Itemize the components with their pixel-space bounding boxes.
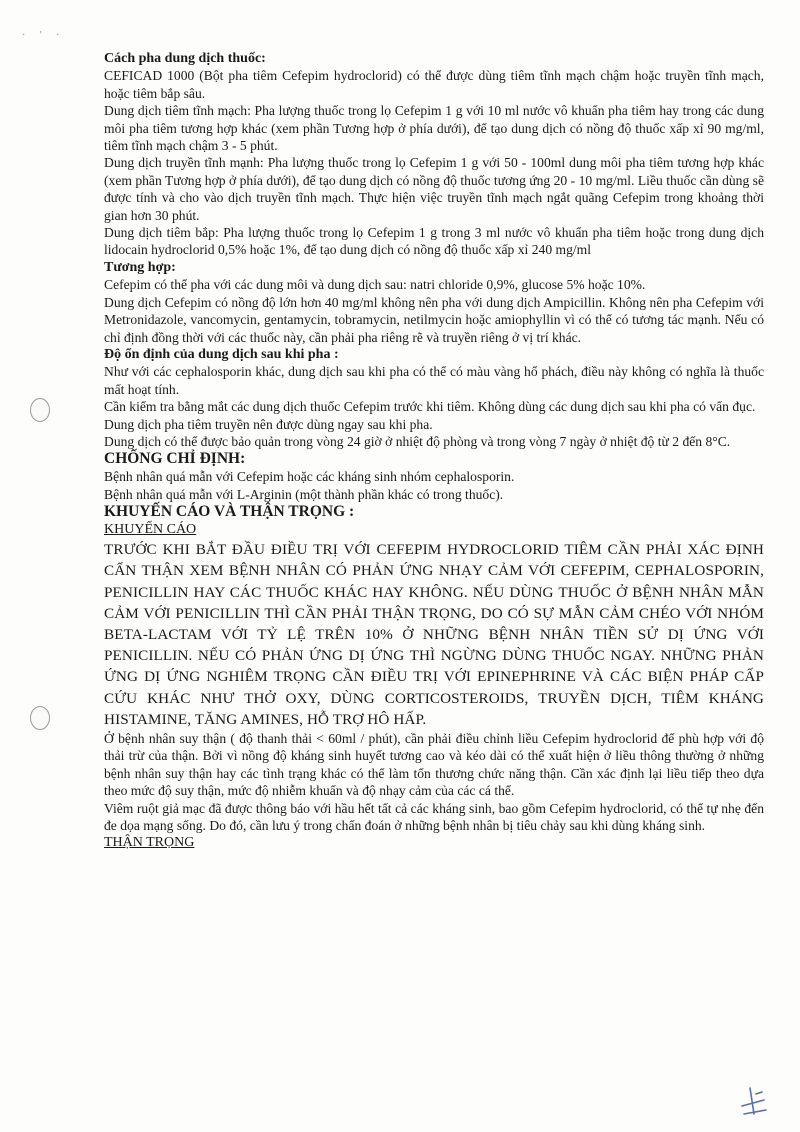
paragraph: Dung dịch truyền tĩnh mạnh: Pha lượng thuốc trong lọ Cefepim 1 g với 50 - 100ml dung môi pha tiêm tương hợp khác (xem phần Tương hợp ở phía dưới), để tạo dung dịch có nồng độ thuốc tương ứng 20 - 10 mg/ml. Liều thuốc cần dùng sẽ được tính và cho vào dịch truyền tĩnh mạch. Thực hiện việc truyền tĩnh mạch ngắt quãng Cefepim trong khoảng thời gian hơn 30 phút.: [104, 155, 764, 223]
scan-specks: · ' ·: [22, 30, 66, 41]
heading-stability: Độ ổn định của dung dịch sau khi pha :: [104, 346, 339, 362]
paragraph: Dung dịch có thể được bảo quản trong vòng 24 giờ ở nhiệt độ phòng và trong vòng 7 ngày ở nhiệt độ từ 2 đến 8°C.: [104, 433, 731, 449]
paragraph: Dung dịch pha tiêm truyền nên được dùng ngay sau khi pha.: [104, 416, 433, 432]
paragraph: Dung dịch tiêm bắp: Pha lượng thuốc trong lọ Cefepim 1 g trong 3 ml nước vô khuẩn pha tiêm hoặc trong dung dịch lidocain hydroclorid 0,5% hoặc 1%, để tạo dung dịch có nồng độ thuốc xấp xỉ 240 mg/ml: [104, 225, 764, 258]
signature-mark: [736, 1080, 770, 1120]
paragraph: Bệnh nhân quá mẫn với L-Arginin (một thành phần khác có trong thuốc).: [104, 486, 504, 502]
subheading-warnings: KHUYẾN CÁO: [104, 522, 197, 538]
paragraph: Viêm ruột giả mạc đã được thông báo với hầu hết tất cả các kháng sinh, bao gồm Cefepim hydroclorid, có thể tự nhẹ đến đe dọa mạng sống. Do đó, cần lưu ý trong chẩn đoán ở những bệnh nhân bị tiêu chảy sau khi dùng kháng sinh.: [104, 800, 764, 834]
heading-preparation: Cách pha dung dịch thuốc:: [104, 51, 266, 66]
paragraph: Bệnh nhân quá mẫn với Cefepim hoặc các kháng sinh nhóm cephalosporin.: [104, 469, 515, 485]
punch-hole-bottom: [30, 706, 50, 730]
paragraph: Dung dịch tiêm tĩnh mạch: Pha lượng thuốc trong lọ Cefepim 1 g với 10 ml nước vô khuẩn pha tiêm hay trong các dung môi pha tiêm tương hợp khác (xem phần Tương hợp ở phía dưới), để tạo dung dịch có nồng độ thuốc xấp xỉ 90 mg/ml, tiêm tĩnh mạch chậm 3 - 5 phút.: [104, 103, 764, 154]
document-page: [104, 50, 764, 852]
subheading-precautions: THẬN TRỌNG: [104, 835, 195, 851]
heading-compatibility: Tương hợp:: [104, 259, 176, 275]
paragraph: Dung dịch Cefepim có nồng độ lớn hơn 40 mg/ml không nên pha với dung dịch Ampicillin. Không nên pha Cefepim với Metronidazole, vancomycin, gentamycin, tobramycin, netilmycin hoặc amiophyllin vì có thể có tương tác mạnh. Nếu có chỉ định đồng thời với các thuốc này, cần phải pha riêng rẽ và truyền riêng ở vị trí khác.: [104, 294, 764, 345]
paragraph: CEFICAD 1000 (Bột pha tiêm Cefepim hydroclorid) có thể được dùng tiêm tĩnh mạch chậm hoặc truyền tĩnh mạch, hoặc tiêm bắp sâu.: [104, 68, 764, 101]
paragraph: Như với các cephalosporin khác, dung dịch sau khi pha có thể có màu vàng hổ phách, điều này không có nghĩa là thuốc mất hoạt tính.: [104, 364, 764, 397]
paragraph: Cần kiểm tra bằng mắt các dung dịch thuốc Cefepim trước khi tiêm. Không dùng các dung dịch sau khi pha có vẩn đục.: [104, 399, 756, 415]
warning-caps-paragraph: TRƯỚC KHI BẮT ĐẦU ĐIỀU TRỊ VỚI CEFEPIM HYDROCLORID TIÊM CẦN PHẢI XÁC ĐỊNH CẨN THẬN XEM BỆNH NHÂN CÓ PHẢN ỨNG NHẠY CẢM VỚI CEFEPIM, CEPHALOSPORIN, PENICILLIN HAY CÁC THUỐC KHÁC HAY KHÔNG. NẾU DÙNG THUỐC Ở BỆNH NHÂN MẪN CẢM VỚI PENICILLIN THÌ CẦN PHẢI THẬN TRỌNG, DO CÓ SỰ MẪN CẢM CHÉO VỚI NHÓM BETA-LACTAM VỚI TỶ LỆ TRÊN 10% Ở NHỮNG BỆNH NHÂN TIỀN SỬ DỊ ỨNG VỚI PENICILLIN. NẾU CÓ PHẢN ỨNG DỊ ỨNG THÌ NGỪNG DÙNG THUỐC NGAY. NHỮNG PHẢN ỨNG DỊ ỨNG NGHIÊM TRỌNG CẦN ĐIỀU TRỊ VỚI EPINEPHRINE VÀ CÁC BIỆN PHÁP CẤP CỨU KHÁC NHƯ THỞ OXY, DÙNG CORTICOSTEROIDS, TRUYỀN DỊCH, TIÊM KHÁNG HISTAMINE, TĂNG AMINES, HỖ TRỢ HÔ HẤP.: [104, 541, 764, 728]
paragraph: Ở bệnh nhân suy thận ( độ thanh thải < 60ml / phút), cần phải điều chỉnh liều Cefepim hydroclorid để phù hợp với độ thải trừ của thận. Bởi vì nồng độ kháng sinh huyết tương cao và kéo dài có thể xuất hiện ở liều thông thường ở những bệnh nhân suy thận hay các tình trạng khác có thể làm tổn thương chức năng thận. Cần xác định lại liều tiếp theo dựa theo mức độ suy thận, mức độ nhiễm khuẩn và độ nhạy cảm của các cá thể.: [104, 730, 764, 799]
heading-warnings-precautions: KHUYẾN CÁO VÀ THẬN TRỌNG :: [104, 503, 355, 521]
heading-contraindications: CHỐNG CHỈ ĐỊNH:: [104, 450, 246, 468]
paragraph: Cefepim có thể pha với các dung môi và dung dịch sau: natri chloride 0,9%, glucose 5% hoặc 10%.: [104, 277, 646, 293]
punch-hole-top: [30, 398, 50, 422]
